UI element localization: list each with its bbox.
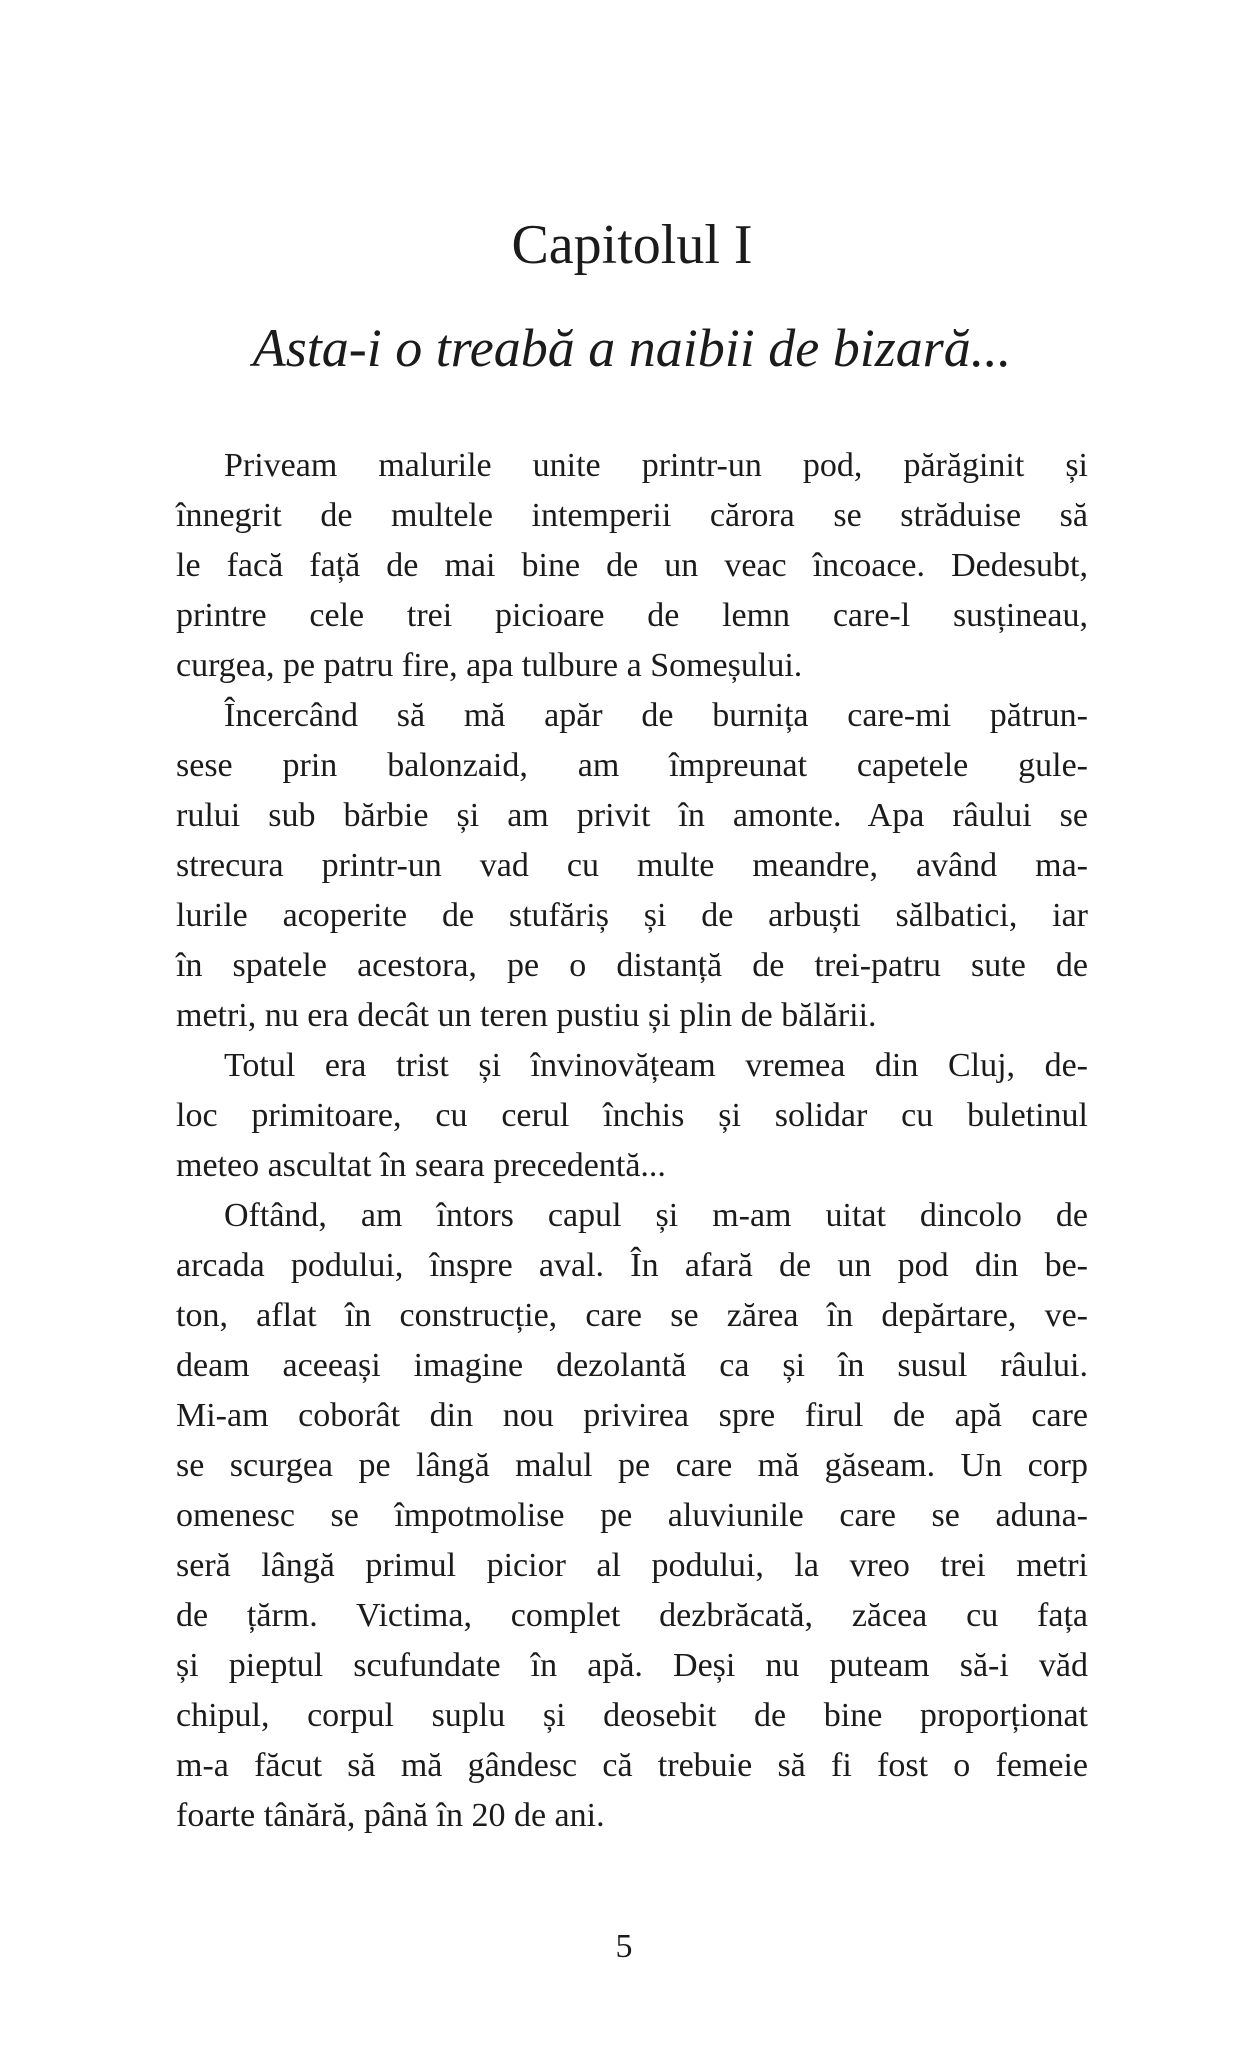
page-number: 5 <box>615 1928 633 1965</box>
text-line: în spatele acestora, pe o distanță de trei-patru sute de <box>176 947 1088 985</box>
paragraph <box>176 1041 1088 1191</box>
text-line: lurile acoperite de stufăriș și de arbuști sălbatici, iar <box>176 897 1088 935</box>
text-line: seră lângă primul picior al podului, la vreo trei metri <box>176 1547 1088 1585</box>
text-line: arcada podului, înspre aval. În afară de un pod din be- <box>176 1247 1088 1285</box>
paragraph <box>176 691 1088 1041</box>
text-line: ton, aflat în construcție, care se zărea în depărtare, ve- <box>176 1297 1088 1335</box>
text-line: metri, nu era decât un teren pustiu și plin de bălării. <box>176 997 877 1035</box>
chapter-subtitle: Asta-i o treabă a naibii de bizară... <box>252 318 1012 379</box>
text-line: foarte tânără, până în 20 de ani. <box>176 1797 605 1835</box>
text-line: m-a făcut să mă gândesc că trebuie să fi fost o femeie <box>176 1747 1088 1785</box>
text-line: le facă față de mai bine de un veac încoace. Dedesubt, <box>176 547 1088 585</box>
text-line: curgea, pe patru fire, apa tulbure a Someșului. <box>176 647 803 685</box>
text-line: Priveam malurile unite printr-un pod, părăginit și <box>224 447 1088 485</box>
text-line: se scurgea pe lângă malul pe care mă găseam. Un corp <box>176 1447 1088 1485</box>
text-line: și pieptul scufundate în apă. Deși nu puteam să-i văd <box>176 1647 1088 1685</box>
text-line: Mi-am coborât din nou privirea spre firul de apă care <box>176 1397 1088 1435</box>
text-line: de țărm. Victima, complet dezbrăcată, zăcea cu fața <box>176 1597 1088 1635</box>
paragraph <box>176 441 1088 691</box>
text-column <box>176 0 1088 1841</box>
text-line: chipul, corpul suplu și deosebit de bine proporționat <box>176 1697 1088 1735</box>
body-text <box>176 441 1088 1841</box>
text-line: omenesc se împotmolise pe aluviunile care se aduna- <box>176 1497 1088 1535</box>
text-line: strecura printr-un vad cu multe meandre, având ma- <box>176 847 1088 885</box>
text-line: deam aceeași imagine dezolantă ca și în susul râului. <box>176 1347 1088 1385</box>
text-line: meteo ascultat în seara precedentă... <box>176 1147 666 1185</box>
text-line: Încercând să mă apăr de burnița care-mi pătrun- <box>224 697 1088 735</box>
chapter-title: Capitolul I <box>511 214 753 276</box>
text-line: rului sub bărbie și am privit în amonte. Apa râului se <box>176 797 1088 835</box>
text-line: printre cele trei picioare de lemn care-l susțineau, <box>176 597 1088 635</box>
paragraph <box>176 1191 1088 1841</box>
text-line: loc primitoare, cu cerul închis și solidar cu buletinul <box>176 1097 1088 1135</box>
text-line: înnegrit de multele intemperii cărora se străduise să <box>176 497 1088 535</box>
text-line: Oftând, am întors capul și m-am uitat dincolo de <box>224 1197 1088 1235</box>
text-line: sese prin balonzaid, am împreunat capetele gule- <box>176 747 1088 785</box>
text-line: Totul era trist și învinovățeam vremea din Cluj, de- <box>224 1047 1088 1085</box>
